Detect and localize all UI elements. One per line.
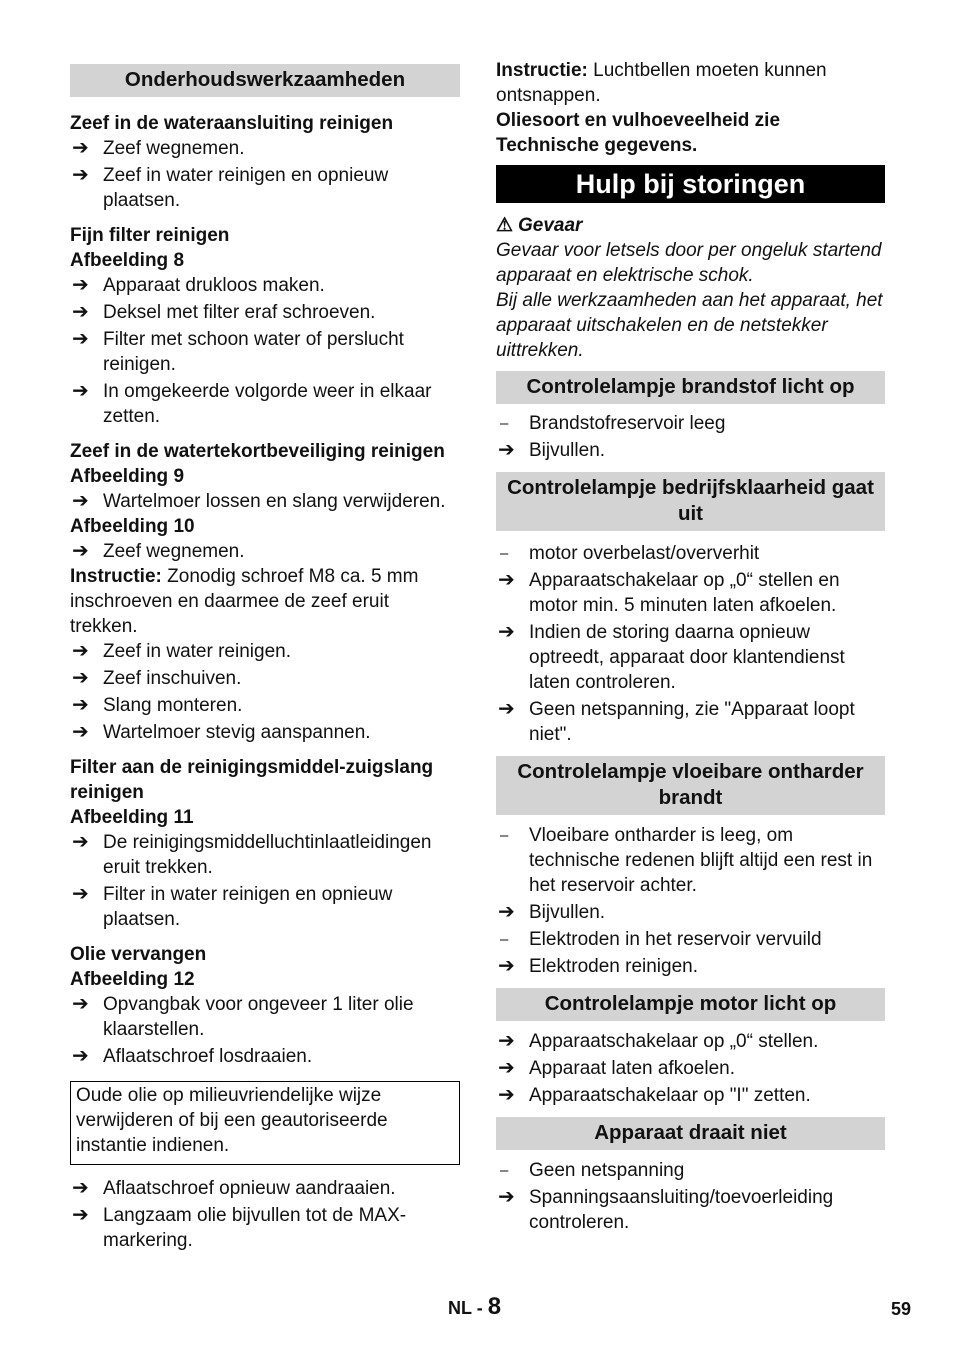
arrow-right-icon: ➔ xyxy=(498,698,515,720)
dash-icon: – xyxy=(500,545,509,562)
section-heading-draait-niet: Apparaat draait niet xyxy=(496,1117,885,1150)
figure-ref: Afbeelding 11 xyxy=(70,807,194,828)
arrow-right-icon: ➔ xyxy=(72,1045,89,1067)
list-item: – Geen netspanning xyxy=(500,1160,685,1181)
arrow-right-icon: ➔ xyxy=(72,640,89,662)
arrow-right-icon: ➔ xyxy=(498,439,515,461)
arrow-right-icon: ➔ xyxy=(72,694,89,716)
list-item: ➔ Apparaat laten afkoelen. xyxy=(498,1057,735,1079)
instruction-note: Instructie: Luchtbellen moeten kunnen ontsnappen. xyxy=(496,60,827,106)
list-item: ➔ Zeef in water reinigen en opnieuw plaatsen. xyxy=(72,164,389,211)
danger-text: Gevaar voor letsels door per ongeluk startend apparaat en elektrische schok. Bij alle werkzaamheden aan het apparaat, het apparaat uitschakelen en de netstekker uittrekken. xyxy=(496,240,883,361)
list-item: ➔ Slang monteren. xyxy=(72,694,243,716)
list-item: ➔ Zeef wegnemen. xyxy=(72,540,245,562)
subheading-fijn-filter: Fijn filter reinigen xyxy=(70,225,230,246)
arrow-right-icon: ➔ xyxy=(72,164,89,186)
list-item: ➔ Wartelmoer stevig aanspannen. xyxy=(72,721,371,743)
dash-icon: – xyxy=(500,827,509,844)
list-item: ➔ Deksel met filter eraf schroeven. xyxy=(72,301,376,323)
list-item: ➔ Apparaatschakelaar op „0“ stellen. xyxy=(498,1030,819,1052)
arrow-right-icon: ➔ xyxy=(72,137,89,159)
arrow-right-icon: ➔ xyxy=(72,380,89,402)
arrow-right-icon: ➔ xyxy=(72,328,89,350)
figure-ref: Afbeelding 8 xyxy=(70,250,185,271)
list-item: – Brandstofreservoir leeg xyxy=(500,413,726,434)
page-title: Hulp bij storingen xyxy=(496,165,885,203)
subheading-filter-zuigslang: Filter aan de reinigingsmiddel-zuigslang reinigen xyxy=(70,757,434,803)
arrow-right-icon: ➔ xyxy=(72,274,89,296)
arrow-right-icon: ➔ xyxy=(498,621,515,643)
subheading-watertekort: Zeef in de watertekortbeveiliging reinigen xyxy=(70,441,445,462)
list-item: ➔ Apparaat drukloos maken. xyxy=(72,274,325,296)
arrow-right-icon: ➔ xyxy=(498,569,515,591)
arrow-right-icon: ➔ xyxy=(72,831,89,853)
figure-ref: Afbeelding 10 xyxy=(70,516,195,537)
list-item: ➔ Spanningsaansluiting/toevoerleiding controleren. xyxy=(498,1186,834,1233)
footer-section-page: NL - 8 xyxy=(448,1293,502,1320)
list-item: ➔ Geen netspanning, zie "Apparaat loopt niet". xyxy=(498,698,855,745)
list-item: ➔ Elektroden reinigen. xyxy=(498,955,698,977)
right-column xyxy=(496,58,885,1235)
arrow-right-icon: ➔ xyxy=(72,883,89,905)
arrow-right-icon: ➔ xyxy=(498,1084,515,1106)
danger-heading: ⚠ Gevaar xyxy=(496,215,583,236)
footer-page-number: 59 xyxy=(891,1299,912,1319)
list-item: – Vloeibare ontharder is leeg, om technische redenen blijft altijd een rest in het reservoir achter. xyxy=(500,825,873,896)
arrow-right-icon: ➔ xyxy=(72,490,89,512)
list-item: ➔ Filter in water reinigen en opnieuw plaatsen. xyxy=(72,883,393,930)
left-column xyxy=(70,58,460,1253)
figure-ref: Afbeelding 12 xyxy=(70,969,195,990)
arrow-right-icon: ➔ xyxy=(498,1030,515,1052)
arrow-right-icon: ➔ xyxy=(498,1186,515,1208)
section-heading-bedrijfsklaarheid: Controlelampje bedrijfsklaarheid gaat uit xyxy=(496,472,885,531)
dash-icon: – xyxy=(500,1162,509,1179)
instruction-note: Instructie: Zonodig schroef M8 ca. 5 mm inschroeven en daarmee de zeef eruit trekken. xyxy=(70,566,419,637)
environment-note-box: Oude olie op milieuvriendelijke wijze verwijderen of bij een geautoriseerde instantie indienen. xyxy=(70,1081,460,1165)
list-item: ➔ Apparaatschakelaar op "I" zetten. xyxy=(498,1084,811,1106)
list-item: ➔ Zeef inschuiven. xyxy=(72,667,242,689)
arrow-right-icon: ➔ xyxy=(72,993,89,1015)
list-item: ➔ Bijvullen. xyxy=(498,901,606,923)
arrow-right-icon: ➔ xyxy=(72,1177,89,1199)
warning-triangle-icon: ⚠ xyxy=(496,215,514,236)
section-heading-motor: Controlelampje motor licht op xyxy=(496,988,885,1021)
section-heading-maintenance: Onderhoudswerkzaamheden xyxy=(70,64,460,97)
list-item: ➔ Aflaatschroef losdraaien. xyxy=(72,1045,313,1067)
arrow-right-icon: ➔ xyxy=(498,901,515,923)
list-item: – motor overbelast/oververhit xyxy=(500,543,760,564)
subheading-olie-vervangen: Olie vervangen xyxy=(70,944,207,965)
dash-icon: – xyxy=(500,415,509,432)
arrow-right-icon: ➔ xyxy=(72,667,89,689)
subheading-zeef-wateraansluiting: Zeef in de wateraansluiting reinigen xyxy=(70,113,394,134)
arrow-right-icon: ➔ xyxy=(72,540,89,562)
figure-ref: Afbeelding 9 xyxy=(70,466,185,487)
arrow-right-icon: ➔ xyxy=(498,1057,515,1079)
list-item: ➔ Apparaatschakelaar op „0“ stellen en motor min. 5 minuten laten afkoelen. xyxy=(498,569,840,616)
section-heading-brandstof: Controlelampje brandstof licht op xyxy=(496,371,885,404)
list-item: – Elektroden in het reservoir vervuild xyxy=(500,929,822,950)
arrow-right-icon: ➔ xyxy=(72,301,89,323)
list-item: ➔ Zeef wegnemen. xyxy=(72,137,245,159)
list-item: ➔ Indien de storing daarna opnieuw optreedt, apparaat door klantendienst laten controleren. xyxy=(498,621,845,693)
list-item: ➔ Langzaam olie bijvullen tot de MAX-markering. xyxy=(72,1204,407,1251)
oil-spec-note: Oliesoort en vulhoeveelheid zie Technische gegevens. xyxy=(496,110,781,156)
dash-icon: – xyxy=(500,931,509,948)
list-item: ➔ Bijvullen. xyxy=(498,439,606,461)
list-item: ➔ De reinigingsmiddelluchtinlaatleidingen eruit trekken. xyxy=(72,831,432,878)
arrow-right-icon: ➔ xyxy=(72,1204,89,1226)
list-item: ➔ Opvangbak voor ongeveer 1 liter olie klaarstellen. xyxy=(72,993,414,1040)
list-item: ➔ Zeef in water reinigen. xyxy=(72,640,291,662)
arrow-right-icon: ➔ xyxy=(498,955,515,977)
list-item: ➔ Aflaatschroef opnieuw aandraaien. xyxy=(72,1177,396,1199)
list-item: ➔ Wartelmoer lossen en slang verwijderen. xyxy=(72,490,446,512)
list-item: ➔ In omgekeerde volgorde weer in elkaar zetten. xyxy=(72,380,432,427)
arrow-right-icon: ➔ xyxy=(72,721,89,743)
section-heading-ontharder: Controlelampje vloeibare ontharder brandt xyxy=(496,756,885,815)
list-item: ➔ Filter met schoon water of perslucht reinigen. xyxy=(72,328,404,375)
